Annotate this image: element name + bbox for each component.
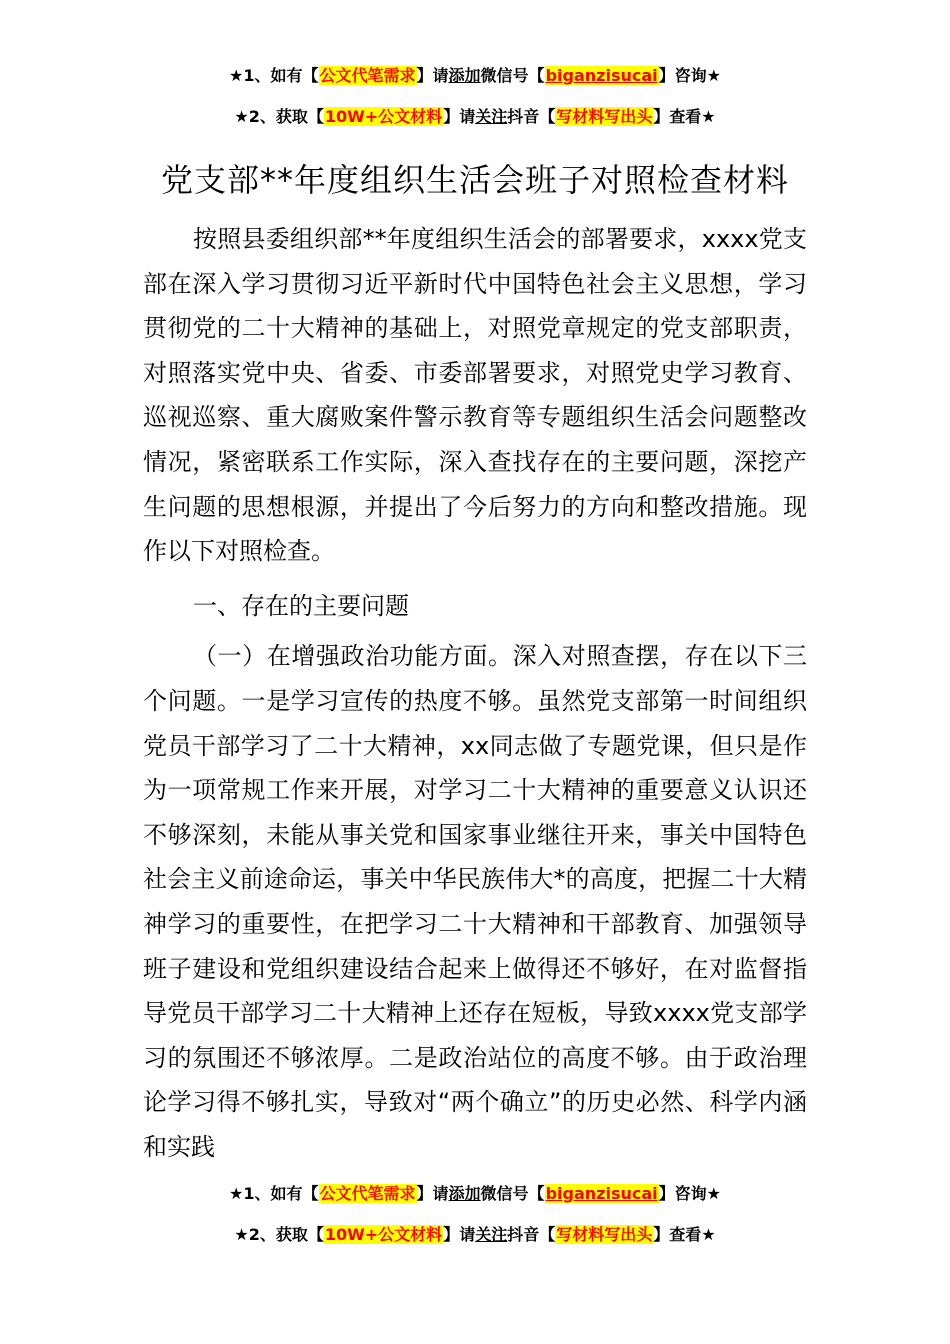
- notice-text: ★1、如有【: [229, 66, 319, 85]
- notice-text: 】咨询★: [658, 1184, 721, 1203]
- notice-text: 】请: [416, 1184, 449, 1203]
- highlight-service: 公文代笔需求: [319, 66, 416, 85]
- notice-text: ★1、如有【: [229, 1184, 319, 1203]
- notice-text: 】请: [416, 66, 449, 85]
- notice-line-1: [0, 1184, 950, 1204]
- notice-text: ★2、获取【: [234, 1225, 324, 1244]
- body-paragraph: （一）在增强政治功能方面。深入对照查摆，存在以下三个问题。一是学习宣传的热度不够。虽然党支部第一时间组织党员干部学习了二十大精神，xx同志做了专题党课，但只是作为一项常规工作来开展，对学习二十大精神的重要意义认识还不够深刻，未能从事关党和国家事业继往开来，事关中国特色社会主义前途命运，事关中华民族伟大*的高度，把握二十大精神学习的重要性，在把学习二十大精神和干部教育、加强领导班子建设和党组织建设结合起来上做得还不够好，在对监督指导党员干部学习二十大精神上还存在短板，导致xxxx党支部学习的氛围还不够浓厚。二是政治站位的高度不够。由于政治理论学习得不够扎实，导致对“两个确立”的历史必然、科学内涵和实践: [143, 642, 807, 1161]
- notice-text: 】咨询★: [658, 66, 721, 85]
- notice-underlined-text: 添加: [448, 1184, 481, 1203]
- header-notice: [0, 66, 950, 148]
- notice-underlined-text: 关注: [475, 1225, 508, 1244]
- document-body: [143, 217, 807, 1169]
- highlight-account: 写材料写出头: [556, 1225, 653, 1244]
- notice-underlined-text: 关注: [475, 107, 508, 126]
- intro-paragraph: 按照县委组织部**年度组织生活会的部署要求，xxxx党支部在深入学习贯彻习近平新时代中国特色社会主义思想，学习贯彻党的二十大精神的基础上，对照党章规定的党支部职责，对照落实党中央、省委、市委部署要求，对照党史学习教育、巡视巡察、重大腐败案件警示教育等专题组织生活会问题整改情况，紧密联系工作实际，深入查找存在的主要问题，深挖产生问题的思想根源，并提出了今后努力的方向和整改措施。现作以下对照检查。: [143, 225, 807, 566]
- wechat-id-link[interactable]: biganzisucai: [545, 1184, 658, 1203]
- footer-notice: [0, 1184, 950, 1266]
- highlight-service: 公文代笔需求: [319, 1184, 416, 1203]
- highlight-materials: 10W+公文材料: [324, 1225, 443, 1244]
- notice-line-1: [0, 66, 950, 86]
- notice-text: 】请: [443, 107, 476, 126]
- notice-text: 】请: [443, 1225, 476, 1244]
- notice-line-2: [0, 107, 950, 127]
- notice-text: ★2、获取【: [234, 107, 324, 126]
- wechat-id-link[interactable]: biganzisucai: [545, 66, 658, 85]
- notice-text: 微信号【: [480, 1184, 545, 1203]
- notice-text: 微信号【: [480, 66, 545, 85]
- notice-underlined-text: 添加: [448, 66, 481, 85]
- highlight-account: 写材料写出头: [556, 107, 653, 126]
- section-heading: 一、存在的主要问题: [193, 591, 409, 620]
- document-title: 党支部**年度组织生活会班子对照检查材料: [160, 161, 789, 199]
- highlight-materials: 10W+公文材料: [324, 107, 443, 126]
- notice-line-2: [0, 1225, 950, 1245]
- notice-text: 抖音【: [507, 107, 556, 126]
- notice-text: 】查看★: [653, 1225, 716, 1244]
- notice-text: 】查看★: [653, 107, 716, 126]
- notice-text: 抖音【: [507, 1225, 556, 1244]
